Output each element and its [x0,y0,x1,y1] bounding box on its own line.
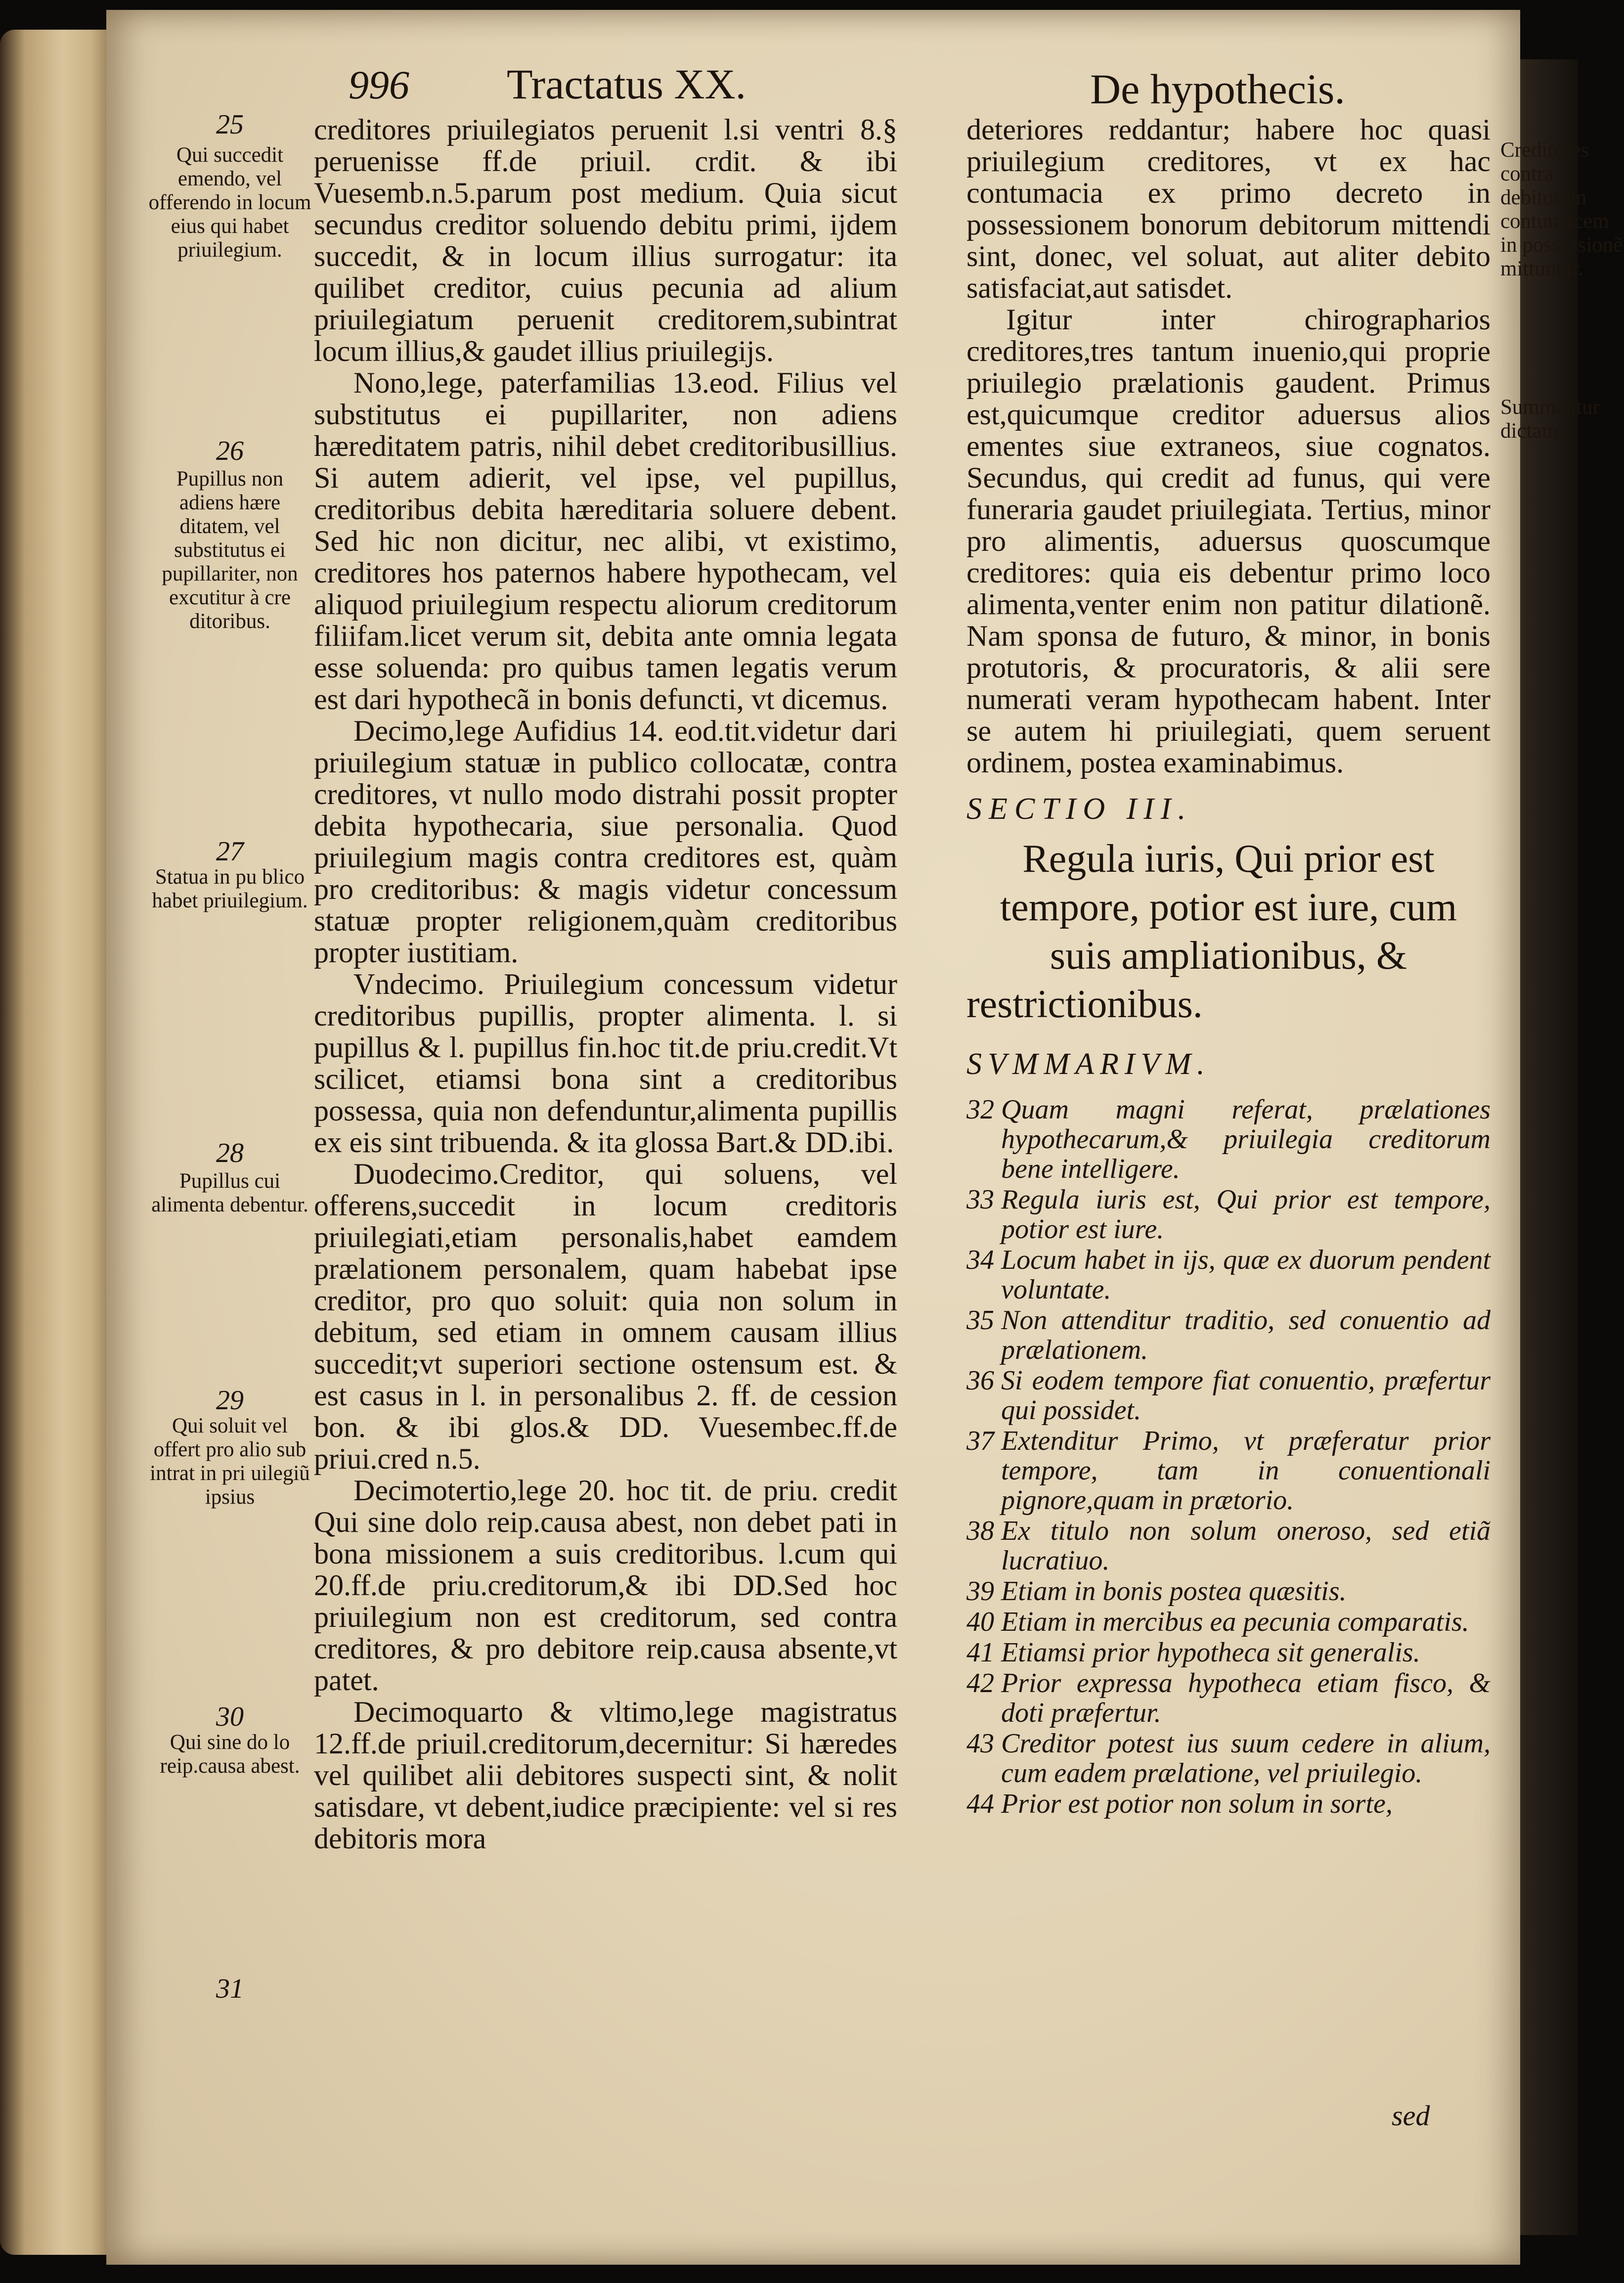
summary-text: Extenditur Primo, vt præferatur prior tempore, tam in conuentionali pignore,quam in prætorio. [1001,1426,1491,1516]
paragraph: Vndecimo. Priuilegium concessum videtur creditoribus pupillis, propter alimenta. l. si pupillus & l. pupillus fin.hoc tit.de priu.credit.Vt scilicet, etiamsi bona sint a creditoribus possessa, quia non defenduntur,alimenta pupillis ex eis sint tribuenda. & ita glossa Bart.& DD.ibi. [314,968,897,1159]
book-page [106,10,1623,2265]
summary-number: 39 [966,1576,994,1607]
summary-text: Etiam in bonis postea quæsitis. [1001,1576,1347,1607]
section-heading: SECTIO III. [966,792,1193,826]
summary-number: 44 [966,1789,994,1819]
summary-item [966,1095,1491,1184]
summary-text: Locum habet in ijs, quæ ex duorum pendent voluntate. [1001,1245,1491,1305]
summary-number: 41 [966,1637,994,1668]
margin-note: Pupillus non adiens hære ditatem, vel substitutus ei pupillariter, non excutitur à cre ditoribus. [162,467,298,633]
summary-item [966,1366,1491,1425]
summary-number: 35 [966,1305,994,1336]
summary-text: Non attenditur traditio, sed conuentio ad prælationem. [1001,1305,1491,1365]
paragraph: Nono,lege, paterfamilias 13.eod. Filius vel substitutus ei pupillariter, non adiens hæreditatem patris, nihil debet creditoribusillius. Si autem adierit, vel ipse, vel pupillus, creditoribus debita hæreditaria soluere debent. Sed hic non dicitur, nec alibi, vt existimo, creditores hos paternos habere hypothecam, vel aliquod priuilegium respectu aliorum creditorum filiifam.licet verum sit, debita ante omnia legata esse soluenda: pro quibus tamen legatis verum est dari hypothecã in bonis defuncti, vt dicemus. [314,366,897,716]
margin-note: Qui sine do lo reip.causa abest. [160,1731,300,1778]
summary-item [966,1576,1491,1606]
summary-item [966,1729,1491,1788]
margin-note: Summantur dictam. [1500,396,1600,443]
catchword: sed [1392,2100,1430,2132]
summary-number: 36 [966,1365,994,1396]
summary-item [966,1668,1491,1728]
margin-number: 29 [216,1385,244,1416]
paragraph: Decimotertio,lege 20. hoc tit. de priu. credit Qui sine dolo reip.causa abest, non debet pati in bona missionem a suis creditoribus. l.cum qui 20.ff.de priu.creditorum,& ibi DD.Sed hoc priuilegium non est creditorum, sed contra creditores, & pro debitore reip.causa absente,vt patet. [314,1474,897,1697]
summary-number: 40 [966,1607,994,1637]
running-title-left: Tractatus XX. [507,60,746,108]
margin-note: Qui succedit emendo, vel offerendo in locum eius qui habet priuilegium. [148,143,311,262]
left-text-column [314,114,897,1854]
margin-number: 30 [216,1701,244,1732]
summary-text: Si eodem tempore fiat conuentio, præfertur qui possidet. [1001,1365,1491,1426]
summary-text: Creditor potest ius suum cedere in alium, cum eadem prælatione, vel priuilegio. [1001,1728,1491,1789]
margin-number: 31 [216,1973,244,2004]
rule-title: Regula iuris, Qui prior est tempore, potior est iure, cum suis ampliationibus, & restrictionibus. [966,837,1457,1026]
summary-number: 32 [966,1094,994,1125]
summary-number: 34 [966,1245,994,1275]
summary-item [966,1185,1491,1244]
margin-note: Statua in pu blico habet priuilegium. [152,865,308,912]
summary-number: 43 [966,1728,994,1759]
summary-item [966,1789,1491,1819]
margin-number: 28 [216,1138,244,1168]
margin-note: Creditores contra debitorem contumacem in possessionẽ mittuntur. [1500,138,1623,280]
right-text-column [966,114,1491,1820]
summary-item [966,1516,1491,1575]
summary-number: 42 [966,1668,994,1699]
summary-text: Etiamsi prior hypotheca sit generalis. [1001,1637,1420,1668]
summary-item [966,1426,1491,1515]
summary-item [966,1305,1491,1365]
paragraph: deteriores reddantur; habere hoc quasi priuilegium creditores, vt ex hac contumacia ex primo decreto in possessionem bonorum debitorum mittendi sint, donec, vel soluat, aut aliter debito satisfaciat,aut satisdet. [966,113,1491,304]
margin-note: Pupillus cui alimenta debentur. [151,1169,308,1216]
margin-number: 27 [216,836,244,867]
summary-heading: SVMMARIVM. [966,1047,1211,1081]
summary-text: Prior est potior non solum in sorte, [1001,1789,1393,1819]
paragraph: Decimoquarto & vltimo,lege magistratus 12.ff.de priuil.creditorum,decernitur: Si hæredes vel quilibet alii debitores suspecti sint, & nolit satisdare, vt debent,iudice præcipiente: vel si res debitoris mora [314,1696,897,1855]
summary-text: Quam magni referat, prælationes hypothecarum,& priuilegia creditorum bene intelligere. [1001,1094,1491,1184]
page-number: 996 [349,62,409,107]
summary-number: 38 [966,1516,994,1546]
paragraph: Decimo,lege Aufidius 14. eod.tit.videtur dari priuilegium statuæ in publico collocatæ, contra creditores, vt nullo modo distrahi possit propter debita hypothecaria, siue personalia. Quod priuilegium magis contra creditores est, quàm pro creditoribus: & magis videtur concessum statuæ propter religionem,quàm creditoribus propter iustitiam. [314,715,897,969]
summary-item [966,1245,1491,1304]
paragraph: Igitur inter chirographarios creditores,tres tantum inuenio,qui proprie priuilegio prælationis gaudent. Primus est,quicumque creditor aduersus alios ementes siue extraneos, siue cognatos. Secundus, qui credit ad funus, qui vere funeraria gaudet priuilegiata. Tertius, minor pro alimentis, aduersus quoscumque creditores: quia eis debentur primo loco alimenta,venter enim non patitur dilationẽ. Nam sponsa de futuro, & minor, in bonis protutoris, & procuratoris, & alii sere numerati veram hypothecam habent. Inter se autem hi priuilegiati, quem seruent ordinem, postea examinabimus. [966,303,1491,779]
margin-note: Qui soluit vel offert pro alio sub intrat in pri uilegiũ ipsius [150,1414,310,1509]
summary-text: Prior expressa hypotheca etiam fisco, & doti præfertur. [1001,1668,1491,1728]
summary-number: 37 [966,1426,994,1456]
summary-text: Ex titulo non solum oneroso, sed etiã lucratiuo. [1001,1516,1491,1576]
summary-item [966,1638,1491,1667]
paragraph: creditores priuilegiatos peruenit l.si ventri 8.§ peruenisse ff.de priuil. crdit. & ibi Vuesemb.n.5.parum post medium. Quia sicut secundus creditor soluendo debitu primi, ijdem succedit, & in locum illius surrogatur: ita quilibet creditor, cuius pecunia ad alium priuilegiatum peruenit creditorem,subintrat locum illius,& gaudet illius priuilegijs. [314,113,897,367]
summary-text: Etiam in mercibus ea pecunia comparatis. [1001,1607,1469,1637]
summary-text: Regula iuris est, Qui prior est tempore, potior est iure. [1001,1184,1491,1245]
paragraph: Duodecimo.Creditor, qui soluens, vel offerens,succedit in locum creditoris priuilegiati,etiam personalis,habet eamdem prælationem personalem, quam habebat ipse creditor, pro quo soluit: quia non solum in debitum, sed etiam in omnem causam illius succedit;vt superiori sectione ostensum est. & est casus in l. in personalibus 2. ff. de cession bon. & ibi glos.& DD. Vuesembec.ff.de priui.cred n.5. [314,1158,897,1475]
summary-list [966,1095,1491,1819]
running-title-right: De hypothecis. [1090,65,1345,113]
summary-item [966,1607,1491,1637]
margin-number: 26 [216,436,244,466]
margin-number: 25 [216,109,244,140]
summary-number: 33 [966,1184,994,1215]
book-edge-left [0,30,114,2255]
